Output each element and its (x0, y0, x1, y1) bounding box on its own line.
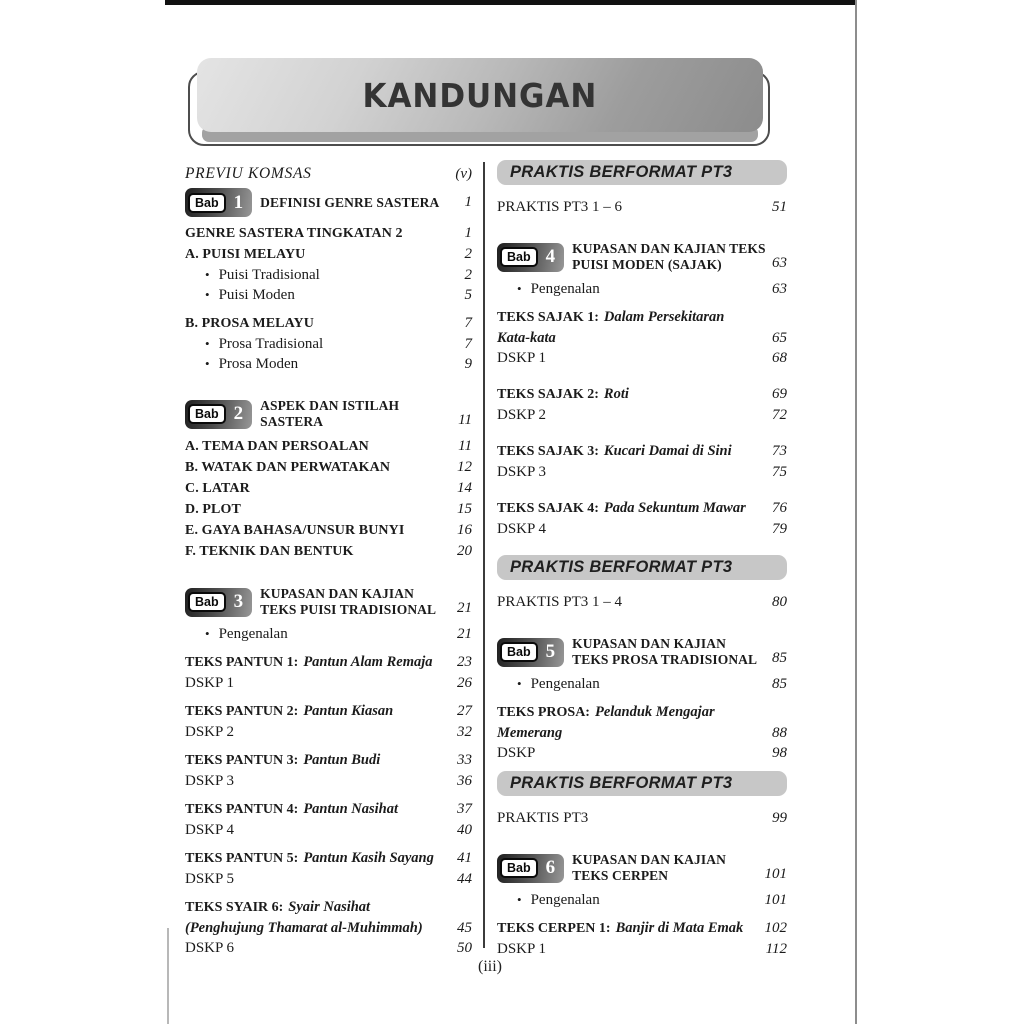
toc-entry-label: DSKP 2 (497, 407, 547, 423)
praktis-bar-label: PRAKTIS BERFORMAT PT3 (510, 558, 733, 576)
toc-bullet-entry (185, 624, 472, 644)
toc-entry-page: 102 (764, 920, 787, 936)
chapter-badge-word: Bab (188, 592, 226, 612)
toc-teks-label (185, 750, 380, 771)
chapter-title-line1: KUPASAN DAN KAJIAN (572, 636, 726, 651)
toc-entry-page: 45 (457, 920, 472, 936)
praktis-section-bar (497, 160, 787, 185)
toc-teks-entry (185, 799, 472, 820)
toc-entry-page: 65 (772, 330, 787, 346)
toc-entry (497, 405, 787, 425)
chapter-badge (497, 638, 564, 667)
toc-entry-page: 2 (464, 246, 472, 262)
toc-teks-label (497, 498, 746, 519)
scan-top-edge (165, 0, 857, 5)
toc-entry-page: 40 (457, 822, 472, 838)
toc-entry-page: 32 (457, 724, 472, 740)
toc-teks-title: Pelanduk Mengajar (594, 704, 715, 720)
toc-entry-label: DSKP 1 (497, 941, 547, 957)
toc-entry-page: 51 (772, 199, 787, 215)
toc-entry-page: 41 (457, 850, 472, 866)
toc-teks-line2 (497, 723, 787, 743)
toc-bullet-entry (497, 674, 787, 694)
chapter-badge-number: 6 (545, 857, 556, 878)
toc-entry-page: 112 (765, 941, 787, 957)
toc-teks-prefix: TEKS SYAIR 6: (185, 900, 284, 915)
toc-entry (497, 592, 787, 612)
chapter-page: 63 (772, 255, 787, 271)
toc-right-column (497, 160, 787, 959)
toc-entry-page: 68 (772, 350, 787, 366)
toc-entry (185, 164, 472, 184)
toc-entry (497, 519, 787, 539)
toc-entry-page: 9 (464, 356, 472, 372)
toc-entry (185, 673, 472, 693)
toc-entry-page: 23 (457, 654, 472, 670)
toc-teks-prefix: TEKS SAJAK 3: (497, 444, 599, 459)
chapter-page: 21 (457, 600, 472, 616)
toc-entry-page: 72 (772, 407, 787, 423)
toc-entry-label: GENRE SASTERA TINGKATAN 2 (185, 226, 403, 241)
toc-entry-page: 16 (457, 522, 472, 538)
toc-teks-title-cont-text: Memerang (497, 725, 563, 741)
toc-entry (185, 313, 472, 334)
praktis-bar-label: PRAKTIS BERFORMAT PT3 (510, 163, 733, 181)
chapter-title-line1: KUPASAN DAN KAJIAN (260, 586, 414, 601)
toc-teks-entry (185, 701, 472, 722)
chapter-heading (497, 852, 787, 884)
toc-entry-label: PRAKTIS PT3 1 – 4 (497, 594, 623, 610)
toc-entry-page: 20 (457, 543, 472, 559)
chapter-heading (185, 398, 472, 430)
toc-bullet-entry (185, 265, 472, 285)
toc-entry-label: PREVIU KOMSAS (185, 165, 312, 182)
toc-teks-entry (185, 848, 472, 869)
toc-teks-prefix: TEKS CERPEN 1: (497, 921, 611, 936)
toc-teks-title: Pantun Kasih Sayang (303, 850, 434, 866)
toc-entry-label: DSKP 5 (185, 871, 235, 887)
chapter-heading (497, 636, 787, 668)
chapter-badge-number: 2 (233, 403, 244, 424)
toc-teks-line1 (497, 702, 787, 723)
toc-entry-label: DSKP 4 (185, 822, 235, 838)
chapter-title-line1: KUPASAN DAN KAJIAN TEKS (572, 241, 766, 256)
toc-teks-line1 (497, 307, 787, 328)
toc-teks-label (497, 918, 743, 939)
chapter-title (260, 188, 458, 217)
toc-teks-prefix: TEKS PANTUN 4: (185, 802, 299, 817)
toc-entry-label: F. TEKNIK DAN BENTUK (185, 544, 354, 559)
toc-teks-title: Pantun Kiasan (303, 703, 394, 719)
toc-bullet-entry (185, 285, 472, 305)
toc-teks-title: Pantun Alam Remaja (303, 654, 433, 670)
toc-entry-page: 76 (772, 500, 787, 516)
toc-teks-label (497, 307, 724, 328)
toc-entry-label: E. GAYA BAHASA/UNSUR BUNYI (185, 523, 405, 538)
toc-entry-page: 26 (457, 675, 472, 691)
toc-bullet-label: • Pengenalan (205, 624, 288, 644)
toc-entry-page: 21 (457, 626, 472, 642)
toc-teks-title: Kucari Damai di Sini (603, 443, 732, 459)
toc-teks-label (185, 799, 398, 820)
chapter-title-line2: SASTERA (260, 414, 324, 429)
toc-entry (185, 869, 472, 889)
chapter-heading (497, 241, 787, 273)
toc-teks-entry (185, 652, 472, 673)
chapter-badge-word: Bab (500, 858, 538, 878)
chapter-page: 101 (764, 866, 787, 882)
toc-entry-page: 15 (457, 501, 472, 517)
toc-entry (497, 743, 787, 763)
toc-teks-title: Pantun Budi (303, 752, 381, 768)
chapter-title-line2: PUISI MODEN (SAJAK) (572, 257, 722, 272)
chapter-title-line2: TEKS PUISI TRADISIONAL (260, 602, 437, 617)
chapter-badge (185, 588, 252, 617)
chapter-badge-word: Bab (188, 193, 226, 213)
toc-entry-label: DSKP 6 (185, 940, 235, 956)
toc-teks-prefix: TEKS PANTUN 3: (185, 753, 299, 768)
chapter-title (572, 241, 766, 273)
toc-entry-label: DSKP 1 (185, 675, 235, 691)
toc-entry-label: D. PLOT (185, 502, 241, 517)
toc-entry (185, 722, 472, 742)
toc-entry-label: DSKP 3 (185, 773, 235, 789)
toc-entry-page: 98 (772, 745, 787, 761)
toc-teks-title-cont (185, 918, 423, 938)
toc-bullet-label: • Puisi Moden (205, 285, 295, 305)
chapter-title-line2: TEKS PROSA TRADISIONAL (572, 652, 758, 667)
chapter-title (572, 636, 766, 668)
toc-entry-label: DSKP 4 (497, 521, 547, 537)
toc-entry (185, 520, 472, 541)
praktis-bar-label: PRAKTIS BERFORMAT PT3 (510, 774, 733, 792)
toc-teks-label (185, 652, 433, 673)
toc-teks-prefix: TEKS SAJAK 2: (497, 387, 599, 402)
toc-entry (497, 197, 787, 217)
chapter-badge-number: 3 (233, 591, 244, 612)
chapter-page: 1 (464, 194, 472, 210)
chapter-title (260, 586, 451, 618)
page-left-edge (167, 928, 169, 1024)
toc-entry (185, 244, 472, 265)
chapter-title-line1: ASPEK DAN ISTILAH (260, 398, 400, 413)
toc-entry-page: 80 (772, 594, 787, 610)
header-fill (197, 58, 763, 132)
toc-entry-page: 33 (457, 752, 472, 768)
toc-teks-title: Syair Nasihat (288, 899, 371, 915)
toc-entry-label: A. PUISI MELAYU (185, 247, 306, 262)
toc-entry-page: 88 (772, 725, 787, 741)
toc-bullet-entry (185, 334, 472, 354)
toc-entry-label: B. PROSA MELAYU (185, 316, 314, 331)
toc-teks-label (185, 897, 370, 918)
chapter-badge (185, 188, 252, 217)
toc-entry-page: 27 (457, 703, 472, 719)
toc-entry-label: DSKP 2 (185, 724, 235, 740)
toc-entry-label: PRAKTIS PT3 1 – 6 (497, 199, 623, 215)
page-right-edge (855, 0, 857, 1024)
toc-entry (185, 223, 472, 244)
toc-teks-prefix: TEKS PANTUN 1: (185, 655, 299, 670)
toc-entry-label: PRAKTIS PT3 (497, 810, 589, 826)
chapter-badge-number: 5 (545, 641, 556, 662)
toc-bullet-label: • Prosa Tradisional (205, 334, 323, 354)
toc-entry-page: 1 (464, 225, 472, 241)
toc-entry-page: 75 (772, 464, 787, 480)
toc-teks-title-cont-text: Kata-kata (497, 330, 556, 346)
toc-teks-line2 (497, 328, 787, 348)
toc-teks-entry-two-line (497, 702, 787, 743)
toc-teks-title: Roti (603, 386, 629, 402)
toc-teks-entry (185, 750, 472, 771)
toc-entry (497, 939, 787, 959)
toc-bullet-entry (185, 354, 472, 374)
toc-entry-label: C. LATAR (185, 481, 250, 496)
toc-teks-label (497, 384, 629, 405)
toc-entry (185, 499, 472, 520)
toc-entry (497, 808, 787, 828)
toc-teks-title: Pantun Nasihat (303, 801, 399, 817)
toc-teks-line2 (185, 918, 472, 938)
toc-entry (185, 478, 472, 499)
toc-teks-label (185, 848, 434, 869)
toc-teks-entry-two-line (497, 307, 787, 348)
toc-bullet-label: • Prosa Moden (205, 354, 298, 374)
toc-entry (497, 348, 787, 368)
toc-entry (185, 771, 472, 791)
toc-entry (497, 462, 787, 482)
toc-bullet-entry (497, 279, 787, 299)
toc-bullet-label: • Pengenalan (517, 674, 600, 694)
toc-teks-entry (497, 384, 787, 405)
toc-teks-title: Banjir di Mata Emak (615, 920, 744, 936)
toc-bullet-label: • Pengenalan (517, 890, 600, 910)
toc-entry-page: 5 (464, 287, 472, 303)
chapter-badge-word: Bab (188, 404, 226, 424)
toc-entry (185, 820, 472, 840)
chapter-badge (497, 243, 564, 272)
toc-teks-entry (497, 918, 787, 939)
toc-entry-label: DSKP (497, 745, 536, 761)
toc-entry-page: 36 (457, 773, 472, 789)
toc-entry-page: 69 (772, 386, 787, 402)
toc-entry-page: 7 (464, 336, 472, 352)
chapter-page: 85 (772, 650, 787, 666)
chapter-title (260, 398, 452, 430)
toc-teks-title-cont (497, 328, 556, 348)
toc-entry-page: 101 (764, 892, 787, 908)
toc-bullet-label: • Pengenalan (517, 279, 600, 299)
toc-entry-label: B. WATAK DAN PERWATAKAN (185, 460, 391, 475)
toc-bullet-entry (497, 890, 787, 910)
toc-entry-page: 14 (457, 480, 472, 496)
toc-entry-page: 73 (772, 443, 787, 459)
chapter-title-line2: TEKS CERPEN (572, 868, 669, 883)
chapter-badge-word: Bab (500, 247, 538, 267)
chapter-heading (185, 188, 472, 217)
page-title: KANDUNGAN (362, 75, 598, 115)
chapter-badge (185, 400, 252, 429)
toc-entry (185, 938, 472, 958)
toc-entry-label: DSKP 1 (497, 350, 547, 366)
toc-teks-entry (497, 498, 787, 519)
toc-entry-label: A. TEMA DAN PERSOALAN (185, 439, 369, 454)
toc-left-column (185, 164, 472, 958)
toc-entry-page: 12 (457, 459, 472, 475)
contents-header (188, 58, 776, 148)
chapter-badge-word: Bab (500, 642, 538, 662)
toc-bullet-label: • Puisi Tradisional (205, 265, 320, 285)
toc-entry-label: DSKP 3 (497, 464, 547, 480)
chapter-title-line1: KUPASAN DAN KAJIAN (572, 852, 726, 867)
praktis-section-bar (497, 555, 787, 580)
toc-teks-label (185, 701, 393, 722)
toc-entry (185, 436, 472, 457)
toc-entry-page: 99 (772, 810, 787, 826)
toc-entry-page: 50 (457, 940, 472, 956)
toc-teks-prefix: TEKS SAJAK 1: (497, 310, 599, 325)
toc-teks-prefix: TEKS PROSA: (497, 705, 590, 720)
toc-entry (185, 541, 472, 562)
toc-teks-prefix: TEKS SAJAK 4: (497, 501, 599, 516)
chapter-heading (185, 586, 472, 618)
toc-teks-label (497, 441, 732, 462)
toc-entry-page: 44 (457, 871, 472, 887)
praktis-section-bar (497, 771, 787, 796)
chapter-badge-number: 1 (233, 191, 244, 213)
toc-teks-entry-two-line (185, 897, 472, 938)
toc-entry-page: 63 (772, 281, 787, 297)
toc-teks-entry (497, 441, 787, 462)
toc-teks-label (497, 702, 715, 723)
toc-teks-prefix: TEKS PANTUN 2: (185, 704, 299, 719)
column-divider (483, 162, 485, 948)
toc-entry-page: 37 (457, 801, 472, 817)
toc-entry-page: 79 (772, 521, 787, 537)
toc-teks-title-cont (497, 723, 562, 743)
footer-page-number: (iii) (478, 958, 502, 975)
toc-entry-page: (v) (455, 166, 472, 182)
chapter-title-line1: DEFINISI GENRE SASTERA (260, 194, 440, 210)
chapter-badge (497, 854, 564, 883)
toc-entry-page: 85 (772, 676, 787, 692)
toc-teks-title: Pada Sekuntum Mawar (603, 500, 746, 516)
toc-entry (185, 457, 472, 478)
toc-entry-page: 7 (464, 315, 472, 331)
toc-teks-line1 (185, 897, 472, 918)
toc-entry-page: 2 (464, 267, 472, 283)
toc-teks-title: Dalam Persekitaran (603, 309, 725, 325)
chapter-badge-number: 4 (545, 246, 556, 267)
chapter-title (572, 852, 758, 884)
chapter-page: 11 (458, 412, 472, 428)
toc-entry-page: 11 (458, 438, 472, 454)
toc-teks-prefix: TEKS PANTUN 5: (185, 851, 299, 866)
toc-teks-title-cont-text: (Penghujung Thamarat al-Muhimmah) (185, 920, 423, 936)
